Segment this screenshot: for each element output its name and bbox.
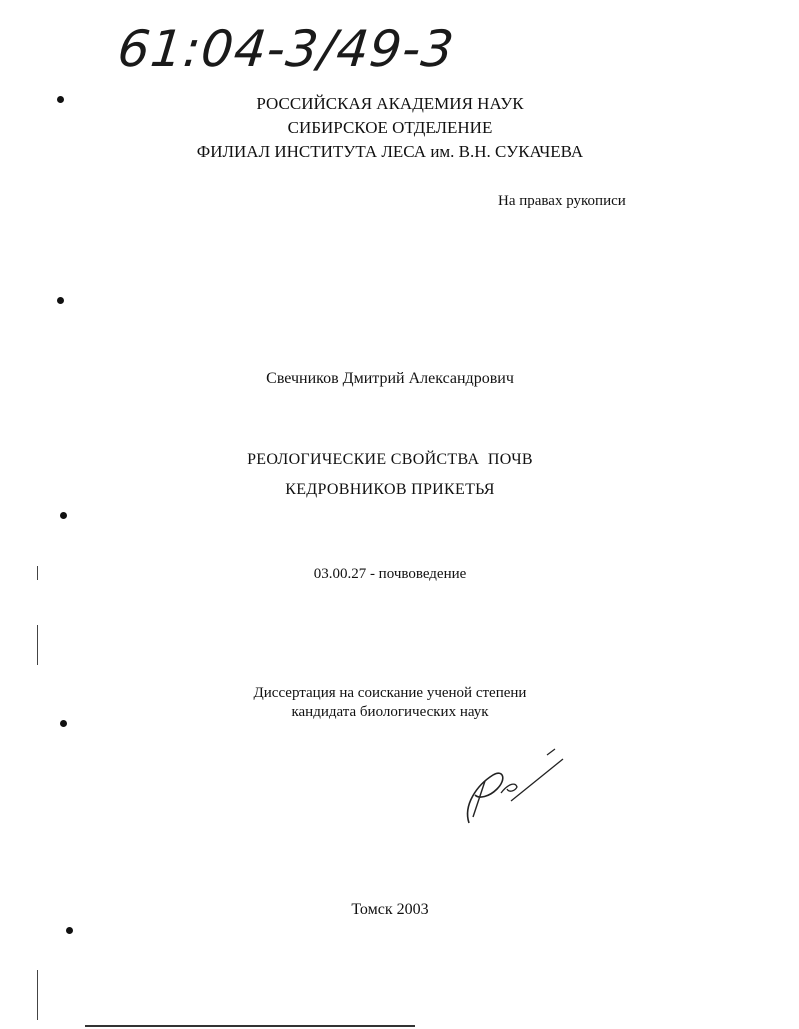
degree-line-1: Диссертация на соискание ученой степени — [253, 685, 527, 701]
binding-hole-mark — [60, 512, 67, 519]
title-line-2: КЕДРОВНИКОВ ПРИКЕТЬЯ — [285, 481, 495, 498]
header-academy: РОССИЙСКАЯ АКАДЕМИЯ НАУК — [256, 94, 524, 113]
degree-line-2: кандидата биологических наук — [291, 704, 489, 720]
city-year: Томск 2003 — [351, 901, 429, 918]
scan-mark — [37, 970, 38, 1020]
specialty-code: 03.00.27 - почвоведение — [313, 566, 467, 582]
dissertation-title — [0, 445, 780, 505]
signature — [455, 745, 575, 830]
header-institute: ФИЛИАЛ ИНСТИТУТА ЛЕСА им. В.Н. СУКАЧЕВА — [196, 142, 584, 161]
author-name: Свечников Дмитрий Александрович — [266, 370, 514, 387]
binding-hole-mark — [66, 927, 73, 934]
title-line-1: РЕОЛОГИЧЕСКИЕ СВОЙСТВА ПОЧВ — [247, 451, 533, 468]
degree-statement — [0, 684, 780, 722]
header-branch: СИБИРСКОЕ ОТДЕЛЕНИЕ — [287, 118, 493, 137]
handwritten-catalog-code: 61:04-3/49-3 — [114, 20, 458, 78]
institution-header — [0, 92, 780, 164]
scan-mark — [37, 625, 38, 665]
manuscript-rights: На правах рукописи — [498, 193, 626, 209]
binding-hole-mark — [57, 297, 64, 304]
page-edge-line — [85, 1025, 415, 1027]
